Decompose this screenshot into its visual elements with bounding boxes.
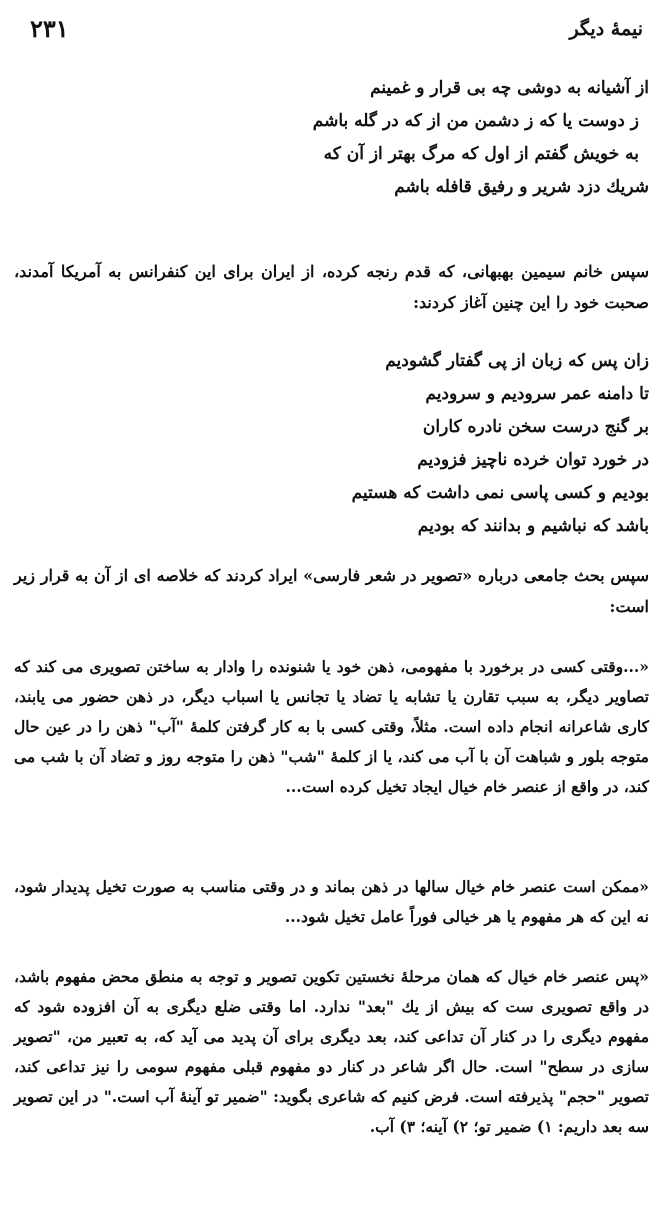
running-title: نیمهٔ دیگر [569, 18, 643, 40]
quote-paragraph-3: «پس عنصر خام خیال که همان مرحلهٔ نخستین تکوین تصویر و توجه به منطق محض مفهوم باشد، در واقع تصویری ست که بیش از یك "بعد" ندارد. اما وقتی ضلع دیگری به آن افزوده شود که مفهوم دیگری را در کنار آن تداعی کند، بعد دیگری برای آن پدید می آید که، به تعبیر من، "تصویر سازی در سطح" است. حال اگر شاعر در کنار دو مفهوم قبلی مفهوم سومی را نیز تداعی کند، تصویر "حجم" پذیرفته است. فرض کنیم که شاعری بگوید: "ضمیر تو آینهٔ آب است." در این تصویر سه بعد داریم: ۱) ضمیر تو؛ ۲) آینه؛ ۳) آب. [14, 967, 649, 1136]
page-header [30, 14, 643, 46]
quote-paragraph-2: «ممکن است عنصر خام خیال سالها در ذهن بماند و در وقتی مناسب به صورت تخیل پدیدار شود، نه این که هر مفهوم یا هر خیالی فوراً عامل تخیل شود... [14, 877, 649, 926]
page-number: ۲۳۱ [30, 14, 69, 43]
poem-line: شریك دزد شریر و رفیق قافله باشم [394, 177, 649, 197]
quote-paragraph-1: «...وقتی کسی در برخورد با مفهومی، ذهن خود یا شنونده را وادار به ساختن تصویری می کند که تصاویر دیگر، به سبب تقارن یا تشابه یا تضاد یا تجانس یا اسباب دیگر، در ذهن حضور می یابند، کاری شاعرانه انجام داده است. مثلاً، وقتی کسی با به کار گرفتن کلمهٔ "آب" ذهن را در عین حال متوجه بلور و شباهت آن با آب می کند، یا از کلمهٔ "شب" ذهن را متوجه روز و تضاد آن با شب می کند، در واقع از عنصر خام خیال ایجاد تخیل کرده است... [14, 657, 649, 796]
intro-paragraph: سپس خانم سیمین بهبهانی، که قدم رنجه کرده، از ایران برای این کنفرانس به آمریکا آمدند، صحبت خود را این چنین آغاز کردند: [14, 262, 649, 312]
poem-line: به خویش گفتم از اول که مرگ بهتر از آن که [323, 144, 639, 164]
poem-stanza-1 [14, 72, 649, 204]
poem-line: ز دوست یا که ز دشمن من از که در گله باشم [312, 111, 639, 131]
poem-stanza-2 [14, 345, 649, 543]
poem-line: در خورد توان خرده ناچیز فزودیم [417, 450, 649, 470]
poem-line: باشد که نباشیم و بدانند که بودیم [417, 516, 649, 536]
poem-line: زان پس که زبان از پی گفتار گشودیم [385, 351, 649, 371]
poem-line: تا دامنه عمر سرودیم و سرودیم [425, 384, 649, 404]
poem-line: بودیم و کسی پاسی نمی داشت که هستیم [351, 483, 649, 503]
summary-intro-paragraph: سپس بحث جامعی درباره «تصویر در شعر فارسی» ایراد کردند که خلاصه ای از آن به قرار زیر است: [14, 566, 649, 616]
poem-line: از آشیانه به دوشی چه بی قرار و غمینم [370, 78, 649, 98]
poem-line: بر گنج درست سخن نادره کاران [422, 417, 649, 437]
